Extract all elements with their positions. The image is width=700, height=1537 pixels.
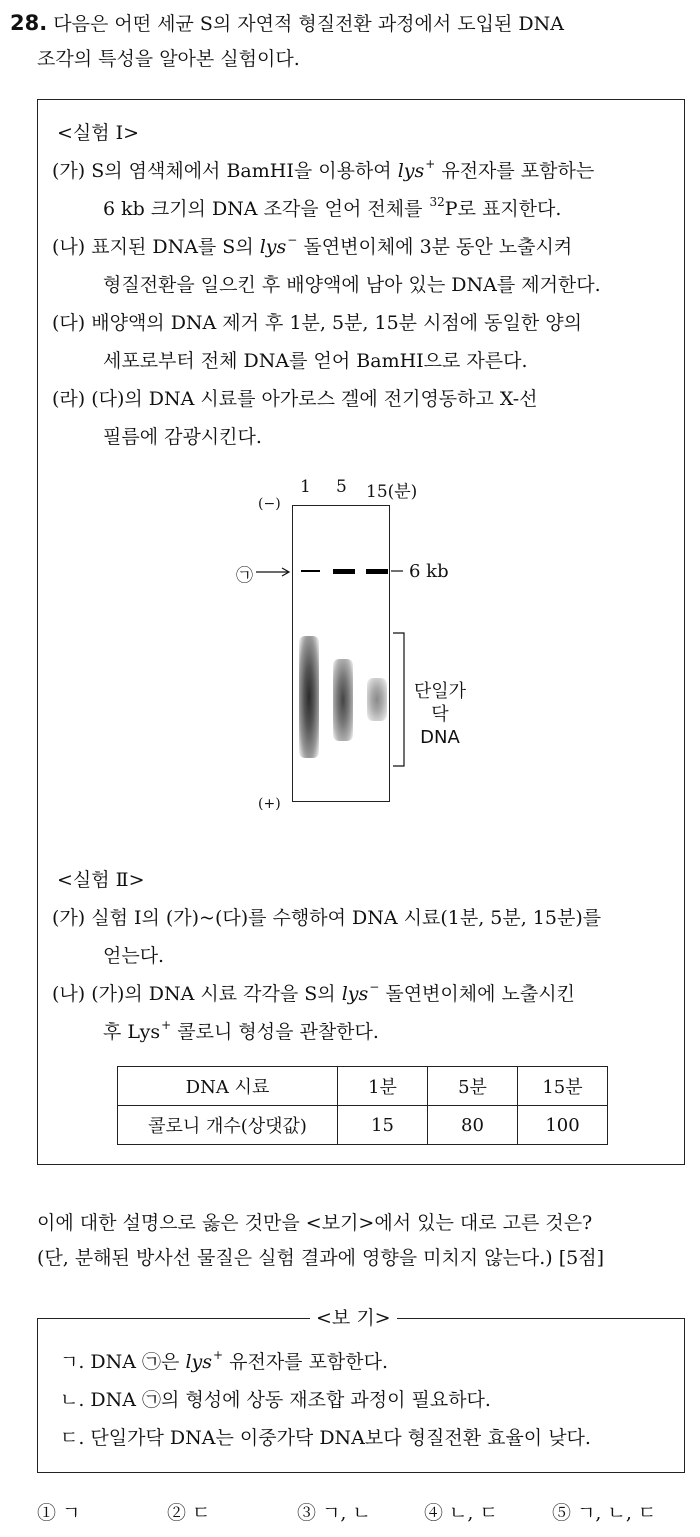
ss-dna-smear-lane15 <box>367 678 387 721</box>
exp2-title: <실험 Ⅱ> <box>57 869 145 891</box>
bogi-item-2: ㄴ. DNA ㉠의 형성에 상동 재조합 과정이 필요하다. <box>60 1389 491 1411</box>
table-row <box>118 1106 608 1145</box>
lane-label-1: 1 <box>300 477 311 497</box>
exp1-step-na-line1: (나) 표지된 DNA를 S의 lys− 돌연변이체에 3분 동안 노출시켜 <box>52 233 573 258</box>
question-stem-line2: 조각의 특성을 알아본 실험이다. <box>37 48 300 70</box>
ss-dna-bracket <box>392 632 408 768</box>
table-header-cell: 1분 <box>338 1067 428 1106</box>
minus-electrode-label: (−) <box>258 496 281 512</box>
exp2-step-ga-line1: (가) 실험 Ⅰ의 (가)~(다)를 수행하여 DNA 시료(1분, 5분, 15분)를 <box>52 907 602 929</box>
exp1-step-ga-line1: (가) S의 염색체에서 BamHI을 이용하여 lys+ 유전자를 포함하는 <box>52 157 595 182</box>
ss-dna-smear-lane5 <box>333 659 353 741</box>
results-table <box>117 1066 608 1145</box>
plus-electrode-label: (+) <box>258 796 281 812</box>
exp1-step-da-line2: 세포로부터 전체 DNA를 얻어 BamHI으로 자른다. <box>103 350 528 372</box>
lane-label-15: 15(분) <box>366 482 418 502</box>
exp1-step-ga-line2: 6 kb 크기의 DNA 조각을 얻어 전체를 $^{32}$P로 표지한다. <box>103 195 562 220</box>
bogi-item-3: ㄷ. 단일가닥 DNA는 이중가닥 DNA보다 형질전환 효율이 낮다. <box>60 1427 591 1449</box>
exp2-step-ga-line2: 얻는다. <box>103 945 165 967</box>
choice-1[interactable]: ① ㄱ <box>37 1502 81 1524</box>
ss-dna-smear-lane1 <box>299 636 319 758</box>
choice-3[interactable]: ③ ㄱ, ㄴ <box>297 1502 371 1524</box>
choice-5[interactable]: ⑤ ㄱ, ㄴ, ㄷ <box>552 1502 657 1524</box>
table-cell: 15 <box>338 1106 428 1145</box>
lane-label-5: 5 <box>336 477 347 497</box>
exp1-title: <실험 Ⅰ> <box>57 122 140 144</box>
prompt-line1: 이에 대한 설명으로 옳은 것만을 <보기>에서 있는 대로 고른 것은? <box>37 1212 593 1234</box>
table-row <box>118 1067 608 1106</box>
exp1-step-na-line2: 형질전환을 일으킨 후 배양액에 남아 있는 DNA를 제거한다. <box>103 274 601 296</box>
arrow-right-icon <box>256 565 292 579</box>
band-marker-label: ㉠ <box>236 566 253 586</box>
bogi-title: <보 기> <box>310 1305 397 1331</box>
table-cell: 100 <box>518 1106 608 1145</box>
exp1-step-ra-line2: 필름에 감광시킨다. <box>103 426 262 448</box>
band-6kb-tick <box>391 566 407 576</box>
exp1-step-ra-line1: (라) (다)의 DNA 시료를 아가로스 겔에 전기영동하고 X-선 <box>52 388 538 410</box>
exp2-step-na-line1: (나) (가)의 DNA 시료 각각을 S의 lys− 돌연변이체에 노출시킨 <box>52 980 575 1005</box>
band-size-label: 6 kb <box>409 561 449 582</box>
band-6kb-lane1 <box>301 570 320 572</box>
table-header-cell: DNA 시료 <box>118 1067 338 1106</box>
exp1-step-da-line1: (다) 배양액의 DNA 제거 후 1분, 5분, 15분 시점에 동일한 양의 <box>52 312 582 334</box>
question-stem-line1: 28. 다음은 어떤 세균 S의 자연적 형질전환 과정에서 도입된 DNA <box>10 11 564 35</box>
prompt-line2: (단, 분해된 방사선 물질은 실험 결과에 영향을 미치지 않는다.) [5점] <box>37 1247 605 1269</box>
table-header-cell: 15분 <box>518 1067 608 1106</box>
table-cell: 80 <box>428 1106 518 1145</box>
band-6kb-lane15 <box>366 569 388 574</box>
table-header-cell: 5분 <box>428 1067 518 1106</box>
choice-4[interactable]: ④ ㄴ, ㄷ <box>424 1502 498 1524</box>
band-6kb-lane5 <box>333 569 355 574</box>
ss-dna-label: 단일가닥 DNA <box>413 681 467 748</box>
choice-2[interactable]: ② ㄷ <box>167 1502 211 1524</box>
gel-frame <box>292 505 390 802</box>
exp2-step-na-line2: 후 Lys+ 콜로니 형성을 관찰한다. <box>103 1018 379 1043</box>
question-number: 28. <box>10 11 48 35</box>
bogi-item-1: ㄱ. DNA ㉠은 lys+ 유전자를 포함한다. <box>60 1348 389 1373</box>
table-cell: 콜로니 개수(상댓값) <box>118 1106 338 1145</box>
